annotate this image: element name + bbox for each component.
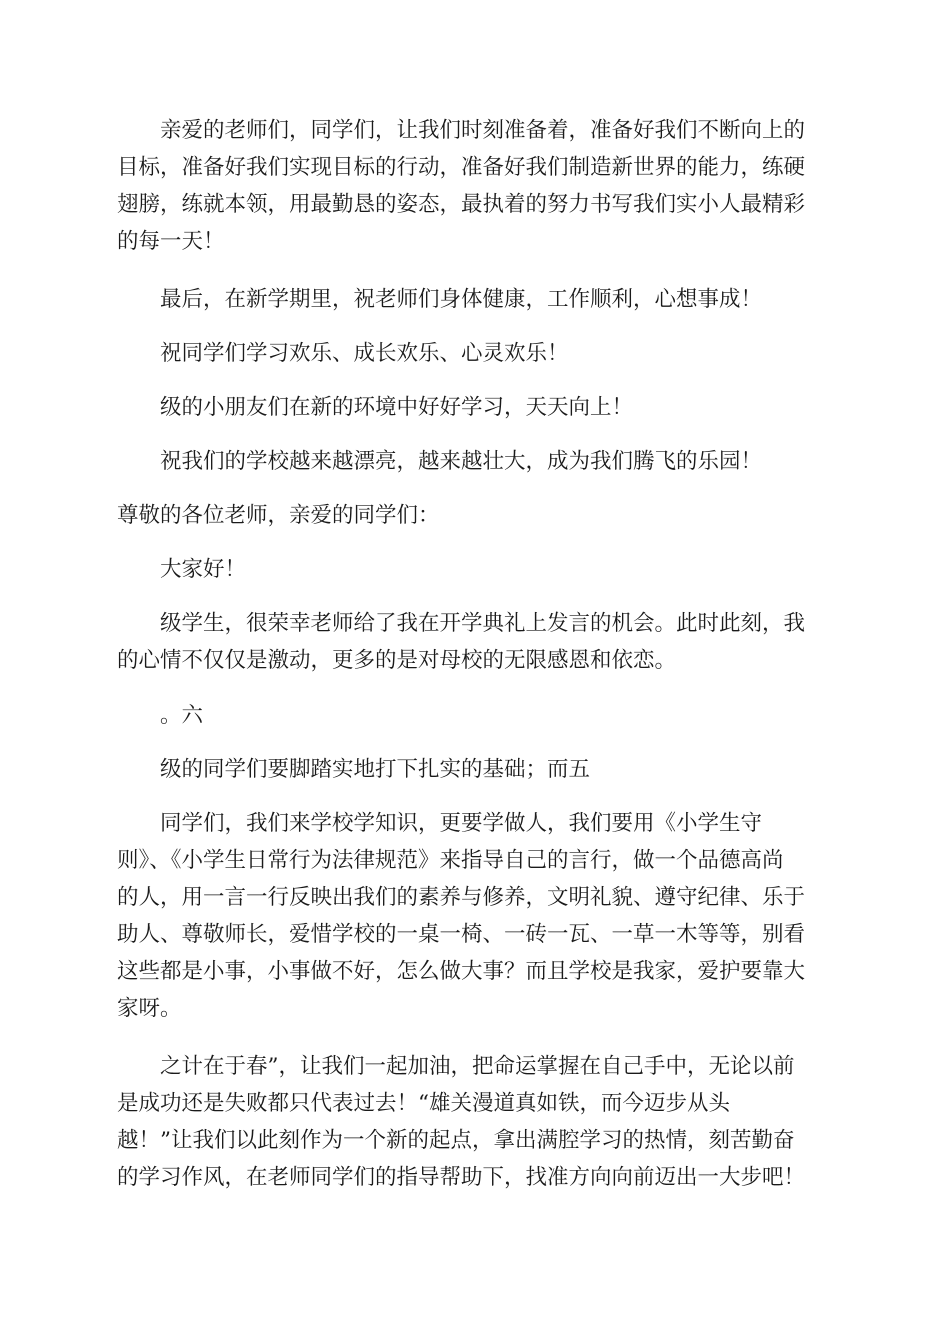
text-line: 的每一天！	[117, 229, 225, 254]
text-line: 同学们，我们来学校学知识，更要学做人，我们要用《小学生守	[160, 811, 763, 836]
text-line: 家呀。	[117, 996, 182, 1021]
text-line: 级学生，很荣幸老师给了我在开学典礼上发言的机会。此时此刻，我	[160, 611, 806, 636]
paragraph-8	[117, 605, 835, 679]
text-line: 祝我们的学校越来越漂亮，越来越壮大，成为我们腾飞的乐园！	[160, 449, 763, 474]
text-line: 则》、《小学生日常行为法律规范》来指导自己的言行，做一个品德高尚	[117, 848, 784, 873]
text-line: 祝同学们学习欢乐、成长欢乐、心灵欢乐！	[160, 341, 569, 366]
text-line: 大家好！	[160, 557, 247, 582]
text-line: 的心情不仅仅是激动，更多的是对母校的无限感恩和依恋。	[117, 648, 677, 673]
text-line: 。六	[160, 703, 204, 728]
paragraph-7	[117, 551, 835, 588]
text-line: 之计在于春”，让我们一起加油，把命运掌握在自己手中，无论以前	[160, 1054, 795, 1079]
text-line: 的学习作风，在老师同学们的指导帮助下，找准方向向前迈出一大步吧！	[117, 1165, 806, 1190]
text-line: 级的同学们要脚踏实地打下扎实的基础；而五	[160, 757, 591, 782]
text-line: 这些都是小事，小事做不好，怎么做大事？而且学校是我家，爱护要靠大	[117, 959, 806, 984]
paragraph-11	[117, 805, 835, 1027]
paragraph-3	[117, 335, 835, 372]
paragraph-6	[117, 497, 835, 534]
paragraph-1	[117, 112, 835, 260]
text-line: 的人，用一言一行反映出我们的素养与修养，文明礼貌、遵守纪律、乐于	[117, 885, 806, 910]
paragraph-4	[117, 389, 835, 426]
text-line: 是成功还是失败都只代表过去！“雄关漫道真如铁，而今迈步从头	[117, 1091, 730, 1116]
text-line: 目标，准备好我们实现目标的行动，准备好我们制造新世界的能力，练硬	[117, 155, 806, 180]
text-line: 翅膀，练就本领，用最勤恳的姿态，最执着的努力书写我们实小人最精彩	[117, 192, 806, 217]
text-line: 助人、尊敬师长，爱惜学校的一桌一椅、一砖一瓦、一草一木等等，别看	[117, 922, 806, 947]
paragraph-12	[117, 1048, 835, 1196]
paragraph-5	[117, 443, 835, 480]
paragraph-2	[117, 281, 835, 318]
paragraph-10	[117, 751, 835, 788]
text-line: 尊敬的各位老师，亲爱的同学们：	[117, 503, 440, 528]
text-line: 越！”让我们以此刻作为一个新的起点，拿出满腔学习的热情，刻苦勤奋	[117, 1128, 795, 1153]
text-line: 亲爱的老师们，同学们，让我们时刻准备着，准备好我们不断向上的	[160, 118, 806, 143]
text-line: 级的小朋友们在新的环境中好好学习，天天向上！	[160, 395, 634, 420]
text-line: 最后，在新学期里，祝老师们身体健康，工作顺利，心想事成！	[160, 287, 763, 312]
paragraph-9	[117, 697, 835, 734]
